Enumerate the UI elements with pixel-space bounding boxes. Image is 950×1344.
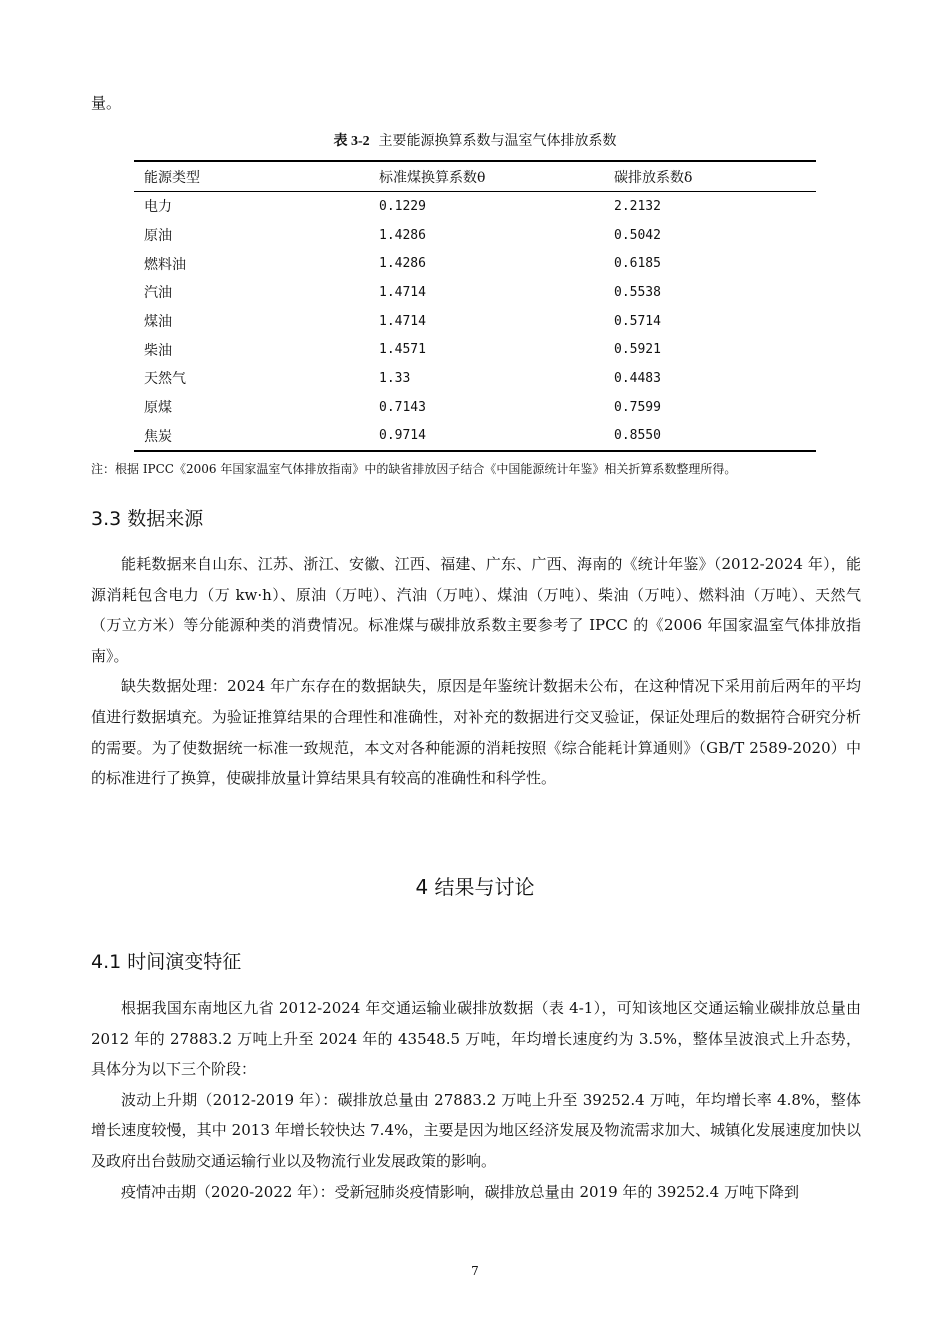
section-4-1-body bbox=[91, 993, 861, 1207]
table-row bbox=[134, 364, 816, 393]
cell-carbon-factor: 0.5538 bbox=[614, 284, 661, 300]
cell-carbon-factor: 0.5714 bbox=[614, 313, 661, 329]
page-number: 7 bbox=[471, 1264, 479, 1278]
cell-energy-type: 原煤 bbox=[144, 400, 172, 417]
table-row bbox=[134, 278, 816, 307]
table-row bbox=[134, 249, 816, 278]
header-energy-type: 能源类型 bbox=[144, 169, 200, 186]
cell-carbon-factor: 0.8550 bbox=[614, 428, 661, 444]
cell-coal-factor: 0.9714 bbox=[379, 428, 426, 444]
paragraph-missing-data: 缺失数据处理：2024 年广东存在的数据缺失，原因是年鉴统计数据未公布，在这种情况下采用前后两年的平均值进行数据填充。为验证推算结果的合理性和准确性，对补充的数据进行交叉验证，保证处理后的数据符合研究分析的需要。为了使数据统一标准一致规范，本文对各种能源的消耗按照《综合能耗计算通则》（GB/T 2589-2020）中的标准进行了换算，使碳排放量计算结果具有较高的准确性和科学性。 bbox=[91, 677, 861, 788]
cell-carbon-factor: 0.5042 bbox=[614, 227, 661, 243]
cell-coal-factor: 1.4714 bbox=[379, 284, 426, 300]
table-header-row bbox=[134, 161, 816, 192]
cell-energy-type: 原油 bbox=[144, 228, 172, 245]
table-caption-title: 主要能源换算系数与温室气体排放系数 bbox=[378, 133, 617, 149]
cell-coal-factor: 0.7143 bbox=[379, 399, 426, 415]
continued-text: 量。 bbox=[91, 94, 122, 112]
cell-energy-type: 电力 bbox=[144, 199, 172, 216]
cell-carbon-factor: 0.6185 bbox=[614, 256, 661, 272]
cell-coal-factor: 1.4286 bbox=[379, 227, 426, 243]
table-note: 注：根据 IPCC《2006 年国家温室气体排放指南》中的缺省排放因子结合《中国能源统计年鉴》相关折算系数整理所得。 bbox=[91, 462, 737, 476]
cell-carbon-factor: 0.7599 bbox=[614, 399, 661, 415]
paragraph-phase-pandemic: 疫情冲击期（2020-2022 年）：受新冠肺炎疫情影响，碳排放总量由 2019 年的 39252.4 万吨下降到 bbox=[121, 1182, 799, 1201]
cell-coal-factor: 0.1229 bbox=[379, 198, 426, 214]
cell-energy-type: 煤油 bbox=[144, 314, 172, 331]
section-heading-3-3: 3.3 数据来源 bbox=[91, 508, 204, 530]
cell-energy-type: 柴油 bbox=[144, 342, 172, 359]
chapter-heading-4: 4 结果与讨论 bbox=[415, 875, 535, 899]
table-caption bbox=[0, 130, 950, 150]
cell-energy-type: 天然气 bbox=[144, 371, 186, 388]
section-heading-4-1: 4.1 时间演变特征 bbox=[91, 951, 242, 973]
cell-carbon-factor: 0.5921 bbox=[614, 342, 661, 358]
cell-energy-type: 汽油 bbox=[144, 285, 172, 302]
energy-coefficient-table bbox=[134, 160, 816, 452]
table-caption-number: 表 3-2 bbox=[333, 134, 370, 149]
cell-coal-factor: 1.4714 bbox=[379, 313, 426, 329]
cell-carbon-factor: 2.2132 bbox=[614, 198, 661, 214]
header-carbon-factor: 碳排放系数δ bbox=[614, 169, 693, 186]
cell-coal-factor: 1.33 bbox=[379, 370, 411, 386]
section-3-3-body bbox=[91, 549, 861, 794]
cell-carbon-factor: 0.4483 bbox=[614, 370, 661, 386]
table-row bbox=[134, 393, 816, 422]
table-row bbox=[134, 192, 816, 221]
paragraph-overview: 根据我国东南地区九省 2012-2024 年交通运输业碳排放数据（表 4-1），可知该地区交通运输业碳排放总量由 2012 年的 27883.2 万吨上升至 2024 年的 43548.5 万吨，年均增长速度约为 3.5%，整体呈波浪式上升态势，具体分为以下三个阶段： bbox=[91, 999, 861, 1079]
cell-energy-type: 焦炭 bbox=[144, 428, 172, 445]
table-row bbox=[134, 221, 816, 250]
cell-coal-factor: 1.4286 bbox=[379, 256, 426, 272]
table-row bbox=[134, 422, 816, 452]
header-coal-factor: 标准煤换算系数θ bbox=[379, 169, 486, 186]
paragraph-data-sources: 能耗数据来自山东、江苏、浙江、安徽、江西、福建、广东、广西、海南的《统计年鉴》（2012-2024 年），能源消耗包含电力（万 kw·h）、原油（万吨）、汽油（万吨）、煤油（万吨）、柴油（万吨）、燃料油（万吨）、天然气（万立方米）等分能源种类的消费情况。标准煤与碳排放系数主要参考了 IPCC 的《2006 年国家温室气体排放指南》。 bbox=[91, 555, 861, 665]
cell-energy-type: 燃料油 bbox=[144, 256, 186, 273]
cell-coal-factor: 1.4571 bbox=[379, 342, 426, 358]
table-row bbox=[134, 335, 816, 364]
paragraph-phase-rise: 波动上升期（2012-2019 年）：碳排放总量由 27883.2 万吨上升至 39252.4 万吨，年均增长率 4.8%，整体增长速度较慢，其中 2013 年增长较快达 7.4%，主要是因为地区经济发展及物流需求加大、城镇化发展速度加快以及政府出台鼓励交通运输行业以及物流行业发展政策的影响。 bbox=[91, 1090, 861, 1170]
table-row bbox=[134, 307, 816, 336]
